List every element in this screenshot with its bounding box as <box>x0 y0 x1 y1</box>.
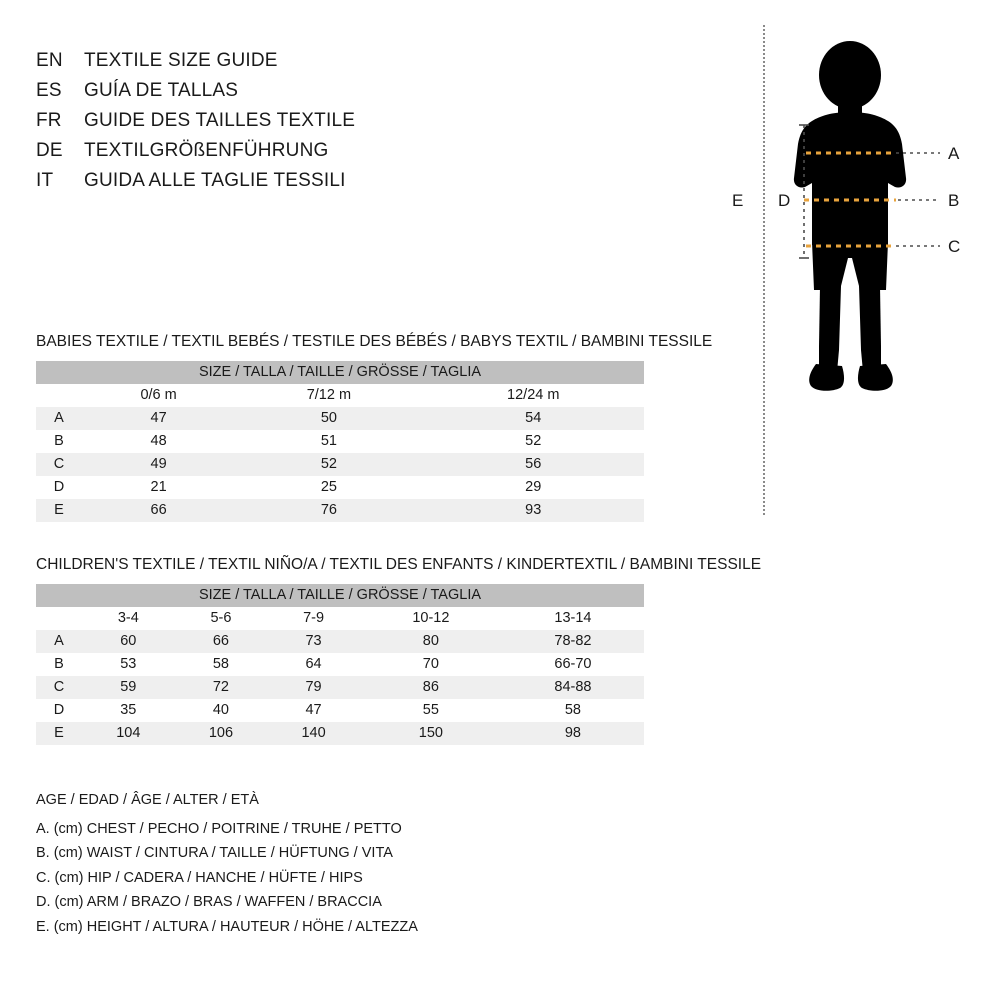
children-corner-cell <box>36 607 82 630</box>
children-e-4: 98 <box>502 722 644 745</box>
table-row <box>36 699 644 722</box>
table-row <box>36 722 644 745</box>
children-column-header-row <box>36 607 644 630</box>
children-a-3: 80 <box>360 630 502 653</box>
children-b-3: 70 <box>360 653 502 676</box>
children-e-0: 104 <box>82 722 175 745</box>
title-row-de <box>36 140 516 170</box>
babies-b-2: 52 <box>423 430 644 453</box>
babies-row-label-d: D <box>36 476 82 499</box>
legend-item-e: E. (cm) HEIGHT / ALTURA / HAUTEUR / HÖHE / ALTEZZA <box>36 918 418 935</box>
children-d-3: 55 <box>360 699 502 722</box>
children-b-4: 66-70 <box>502 653 644 676</box>
title-text-it: GUIDA ALLE TAGLIE TESSILI <box>84 170 346 191</box>
title-lang-it: IT <box>36 170 54 191</box>
babies-row-label-e: E <box>36 499 82 522</box>
babies-section <box>36 333 713 522</box>
marker-label-b: B <box>948 191 960 210</box>
table-row <box>36 676 644 699</box>
children-row-label-c: C <box>36 676 82 699</box>
babies-corner-cell <box>36 384 82 407</box>
children-col-3: 10-12 <box>360 607 502 630</box>
marker-label-d: D <box>778 191 791 210</box>
title-row-en <box>36 50 516 80</box>
children-b-1: 58 <box>175 653 268 676</box>
children-c-3: 86 <box>360 676 502 699</box>
babies-c-1: 52 <box>235 453 422 476</box>
title-text-de: TEXTILGRÖßENFÜHRUNG <box>84 140 329 161</box>
children-d-2: 47 <box>267 699 360 722</box>
babies-e-1: 76 <box>235 499 422 522</box>
children-col-4: 13-14 <box>502 607 644 630</box>
children-section <box>36 556 762 745</box>
children-d-4: 58 <box>502 699 644 722</box>
babies-e-0: 66 <box>82 499 235 522</box>
children-table <box>36 584 644 745</box>
title-row-it <box>36 170 516 200</box>
legend-item-d: D. (cm) ARM / BRAZO / BRAS / WAFFEN / BRACCIA <box>36 894 382 910</box>
babies-col-1: 7/12 m <box>235 384 422 407</box>
babies-col-2: 12/24 m <box>423 384 644 407</box>
babies-a-2: 54 <box>423 407 644 430</box>
babies-row-label-c: C <box>36 453 82 476</box>
children-row-label-d: D <box>36 699 82 722</box>
children-col-2: 7-9 <box>267 607 360 630</box>
babies-col-0: 0/6 m <box>82 384 235 407</box>
babies-table <box>36 361 644 522</box>
title-row-fr <box>36 110 516 140</box>
children-row-label-a: A <box>36 630 82 653</box>
children-c-4: 84-88 <box>502 676 644 699</box>
table-row <box>36 430 644 453</box>
body-measurement-figure <box>700 20 1000 440</box>
title-lang-fr: FR <box>36 110 62 131</box>
children-d-1: 40 <box>175 699 268 722</box>
legend <box>36 788 418 939</box>
title-lang-de: DE <box>36 140 63 161</box>
table-row <box>36 453 644 476</box>
children-size-bar-label: SIZE / TALLA / TAILLE / GRÖSSE / TAGLIA <box>36 584 644 607</box>
children-c-2: 79 <box>267 676 360 699</box>
children-col-1: 5-6 <box>175 607 268 630</box>
babies-row-label-b: B <box>36 430 82 453</box>
children-b-0: 53 <box>82 653 175 676</box>
children-row-label-e: E <box>36 722 82 745</box>
legend-title: AGE / EDAD / ÂGE / ALTER / ETÀ <box>36 792 259 808</box>
children-e-2: 140 <box>267 722 360 745</box>
children-c-1: 72 <box>175 676 268 699</box>
babies-heading: BABIES TEXTILE / TEXTIL BEBÉS / TESTILE DES BÉBÉS / BABYS TEXTIL / BAMBINI TESSILE <box>36 333 713 350</box>
babies-c-2: 56 <box>423 453 644 476</box>
children-a-1: 66 <box>175 630 268 653</box>
babies-a-1: 50 <box>235 407 422 430</box>
legend-item-b: B. (cm) WAIST / CINTURA / TAILLE / HÜFTUNG / VITA <box>36 845 393 861</box>
title-text-en: TEXTILE SIZE GUIDE <box>84 50 278 71</box>
title-lang-es: ES <box>36 80 62 101</box>
title-row-es <box>36 80 516 110</box>
children-a-0: 60 <box>82 630 175 653</box>
children-c-0: 59 <box>82 676 175 699</box>
babies-d-1: 25 <box>235 476 422 499</box>
children-e-3: 150 <box>360 722 502 745</box>
table-row <box>36 499 644 522</box>
babies-c-0: 49 <box>82 453 235 476</box>
title-lang-en: EN <box>36 50 63 71</box>
children-d-0: 35 <box>82 699 175 722</box>
marker-label-a: A <box>948 144 960 163</box>
children-size-bar <box>36 584 644 607</box>
babies-column-header-row <box>36 384 644 407</box>
children-b-2: 64 <box>267 653 360 676</box>
marker-label-e: E <box>732 191 744 210</box>
table-row <box>36 630 644 653</box>
table-row <box>36 476 644 499</box>
babies-d-0: 21 <box>82 476 235 499</box>
child-silhouette-icon <box>794 41 906 391</box>
marker-label-c: C <box>948 237 961 256</box>
babies-a-0: 47 <box>82 407 235 430</box>
babies-b-1: 51 <box>235 430 422 453</box>
children-heading: CHILDREN'S TEXTILE / TEXTIL NIÑO/A / TEXTIL DES ENFANTS / KINDERTEXTIL / BAMBINI TESSILE <box>36 556 762 573</box>
babies-e-2: 93 <box>423 499 644 522</box>
title-text-es: GUÍA DE TALLAS <box>84 80 239 101</box>
babies-d-2: 29 <box>423 476 644 499</box>
title-text-fr: GUIDE DES TAILLES TEXTILE <box>84 110 356 131</box>
legend-item-a: A. (cm) CHEST / PECHO / POITRINE / TRUHE / PETTO <box>36 820 402 837</box>
table-row <box>36 653 644 676</box>
children-a-4: 78-82 <box>502 630 644 653</box>
legend-item-c: C. (cm) HIP / CADERA / HANCHE / HÜFTE / HIPS <box>36 869 363 886</box>
babies-size-bar-label: SIZE / TALLA / TAILLE / GRÖSSE / TAGLIA <box>36 361 644 384</box>
babies-b-0: 48 <box>82 430 235 453</box>
title-block <box>36 50 516 200</box>
children-col-0: 3-4 <box>82 607 175 630</box>
babies-size-bar <box>36 361 644 384</box>
children-e-1: 106 <box>175 722 268 745</box>
children-a-2: 73 <box>267 630 360 653</box>
table-row <box>36 407 644 430</box>
babies-row-label-a: A <box>36 407 82 430</box>
children-row-label-b: B <box>36 653 82 676</box>
